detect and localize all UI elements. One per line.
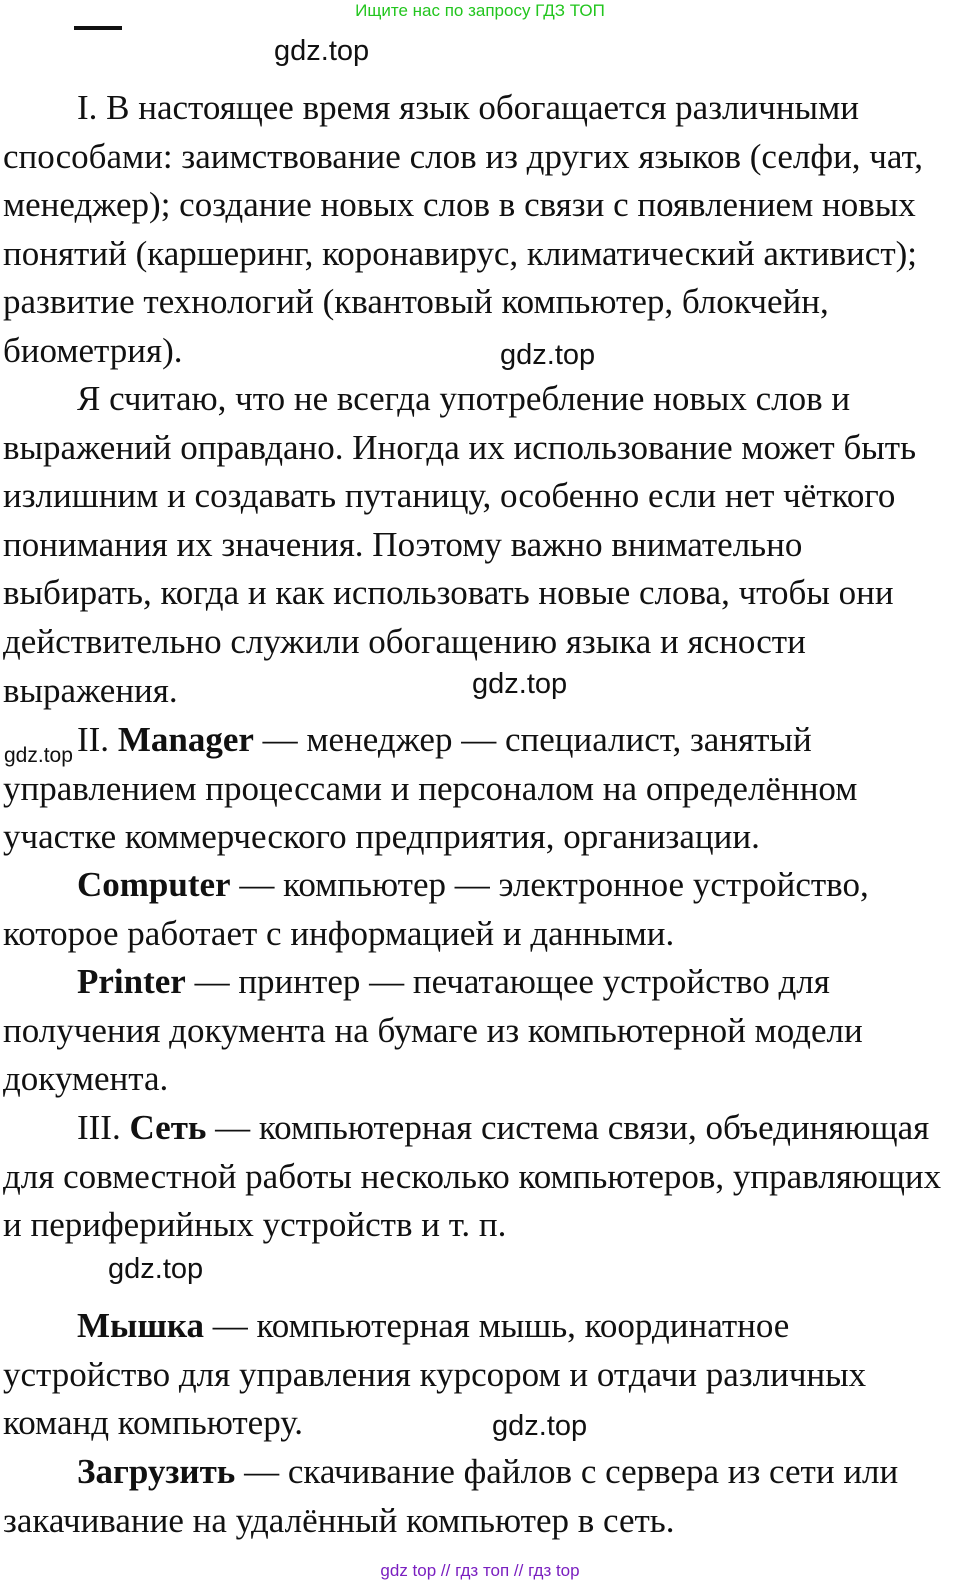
dash-mark: [74, 26, 122, 30]
definition-network: [3, 1104, 951, 1250]
paragraph-part1-intro: I. В настоящее время язык обогащается различными способами: заимствование слов из других языков (селфи, чат, менеджер); создание новых слов в связи с появлением новых понятий (каршеринг, коронавирус, климатический активист); развитие технологий (квантовый компьютер, блокчейн, биометрия).: [3, 88, 923, 370]
definition-text: — принтер — печатающее устройство для получения документа на бумаге из компьютерной модели документа.: [3, 962, 863, 1099]
definition-computer: [3, 861, 951, 958]
section-prefix: III.: [77, 1108, 121, 1147]
watermark: gdz.top: [492, 1410, 588, 1442]
definition-mouse: [3, 1302, 951, 1448]
definition-text: — компьютер — электронное устройство, которое работает с информацией и данными.: [3, 865, 869, 953]
term: Загрузить: [77, 1452, 236, 1491]
top-banner: Ищите нас по запросу ГДЗ ТОП: [355, 1, 605, 20]
definition-text: — компьютерная система связи, объединяющая для совместной работы несколько компьютеров, управляющих и периферийных устройств и т. п.: [3, 1108, 942, 1245]
term: Printer: [77, 962, 186, 1001]
definition-manager: [3, 716, 951, 862]
definition-printer: [3, 958, 951, 1104]
paragraph-part1-opinion: Я считаю, что не всегда употребление новых слов и выражений оправдано. Иногда их использование может быть излишним и создавать путаницу, особенно если нет чёткого понимания их значения. Поэтому важно внимательно выбирать, когда и как использовать новые слова, чтобы они действительно служили обогащению языка и ясности выражения.: [3, 379, 917, 710]
watermark: gdz.top: [108, 1253, 204, 1285]
footer-links: gdz top // гдз топ // гдз top: [380, 1561, 580, 1580]
definition-text: — компьютерная мышь, координатное устройство для управления курсором и отдачи различных команд компьютеру.: [3, 1306, 867, 1443]
term: Manager: [117, 720, 254, 759]
watermark: gdz.top: [274, 35, 370, 67]
definition-text: — скачивание файлов с сервера из сети или закачивание на удалённый компьютер в сеть.: [3, 1452, 899, 1540]
term: Сеть: [129, 1108, 207, 1147]
watermark: gdz.top: [4, 744, 73, 767]
watermark: gdz.top: [500, 339, 596, 371]
definition-download: [3, 1448, 951, 1545]
term: Мышка: [77, 1306, 205, 1345]
watermark: gdz.top: [472, 668, 568, 700]
definition-text: — менеджер — специалист, занятый управлением процессами и персоналом на определённом участке коммерческого предприятия, организации.: [3, 720, 858, 857]
section-prefix: II.: [77, 720, 110, 759]
term: Computer: [77, 865, 231, 904]
